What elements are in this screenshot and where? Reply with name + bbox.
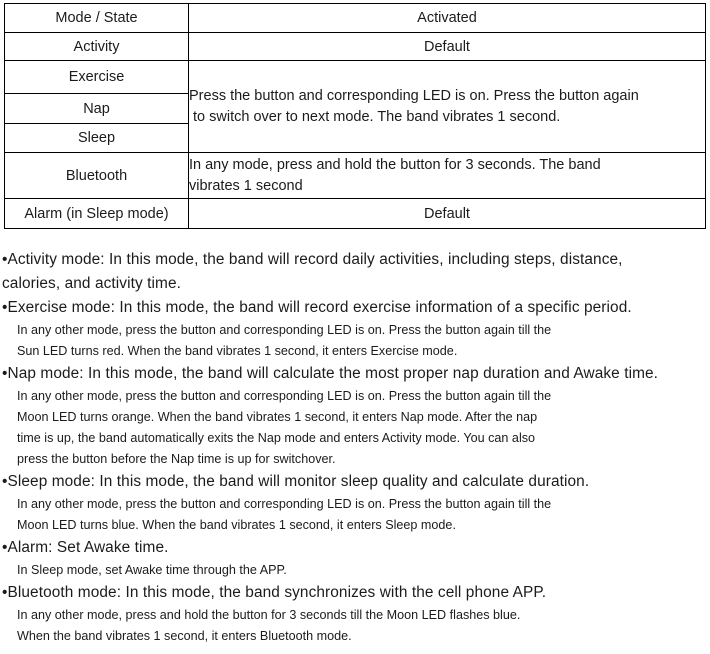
- cell-bluetooth-label: Bluetooth: [5, 153, 189, 199]
- nap-heading: •Nap mode: In this mode, the band will calculate the most proper nap duration and Awake time.: [2, 365, 659, 382]
- mode-descriptions: [0, 248, 710, 647]
- bluetooth-instruction-line-2: vibrates 1 second: [189, 177, 303, 194]
- cell-activity-value: Default: [189, 33, 706, 61]
- cell-bluetooth-value: [189, 153, 706, 199]
- activity-heading-line-2: calories, and activity time.: [2, 275, 182, 292]
- cell-merged-mode-instructions: [189, 61, 706, 153]
- nap-detail-line-3: time is up, the band automatically exits the Nap mode and enters Activity mode. You can also: [17, 431, 536, 445]
- header-cell-activated: Activated: [189, 4, 706, 33]
- sleep-detail-line-1: In any other mode, press the button and corresponding LED is on. Press the button again till the: [17, 497, 552, 511]
- merged-instruction-line-2: to switch over to next mode. The band vibrates 1 second.: [189, 108, 561, 125]
- nap-detail-line-4: press the button before the Nap time is up for switchover.: [17, 452, 336, 466]
- table-row-exercise: [5, 61, 706, 94]
- nap-detail-line-2: Moon LED turns orange. When the band vibrates 1 second, it enters Nap mode. After the nap: [17, 410, 538, 424]
- section-nap-mode: [2, 362, 710, 470]
- section-activity-mode: [2, 248, 710, 296]
- mode-state-table: [4, 3, 706, 229]
- cell-nap-label: Nap: [5, 94, 189, 124]
- alarm-heading: •Alarm: Set Awake time.: [2, 539, 169, 556]
- header-cell-mode-state: Mode / State: [5, 4, 189, 33]
- bluetooth-heading: •Bluetooth mode: In this mode, the band synchronizes with the cell phone APP.: [2, 584, 547, 601]
- bluetooth-detail-line-1: In any other mode, press and hold the button for 3 seconds till the Moon LED flashes blue.: [17, 608, 521, 622]
- cell-alarm-label: Alarm (in Sleep mode): [5, 199, 189, 229]
- exercise-detail-line-2: Sun LED turns red. When the band vibrates 1 second, it enters Exercise mode.: [17, 344, 458, 358]
- exercise-detail-line-1: In any other mode, press the button and corresponding LED is on. Press the button again till the: [17, 323, 552, 337]
- section-bluetooth-mode: [2, 581, 710, 647]
- table-row-activity: [5, 33, 706, 61]
- section-sleep-mode: [2, 470, 710, 536]
- bluetooth-instruction-line-1: In any mode, press and hold the button for 3 seconds. The band: [189, 156, 601, 173]
- cell-sleep-label: Sleep: [5, 124, 189, 153]
- table-row-bluetooth: [5, 153, 706, 199]
- alarm-detail-line-1: In Sleep mode, set Awake time through the APP.: [17, 563, 287, 577]
- activity-heading-line-1: •Activity mode: In this mode, the band will record daily activities, including steps, distance,: [2, 251, 623, 268]
- section-exercise-mode: [2, 296, 710, 362]
- table-row-alarm: [5, 199, 706, 229]
- table-row-header: [5, 4, 706, 33]
- exercise-heading: •Exercise mode: In this mode, the band will record exercise information of a specific period.: [2, 299, 632, 316]
- merged-instruction-line-1: Press the button and corresponding LED is on. Press the button again: [189, 87, 639, 104]
- bluetooth-detail-line-2: When the band vibrates 1 second, it enters Bluetooth mode.: [17, 629, 352, 643]
- section-alarm: [2, 536, 710, 581]
- cell-activity-label: Activity: [5, 33, 189, 61]
- cell-alarm-value: Default: [189, 199, 706, 229]
- nap-detail-line-1: In any other mode, press the button and corresponding LED is on. Press the button again till the: [17, 389, 552, 403]
- sleep-heading: •Sleep mode: In this mode, the band will monitor sleep quality and calculate duration.: [2, 473, 590, 490]
- sleep-detail-line-2: Moon LED turns blue. When the band vibrates 1 second, it enters Sleep mode.: [17, 518, 456, 532]
- cell-exercise-label: Exercise: [5, 61, 189, 94]
